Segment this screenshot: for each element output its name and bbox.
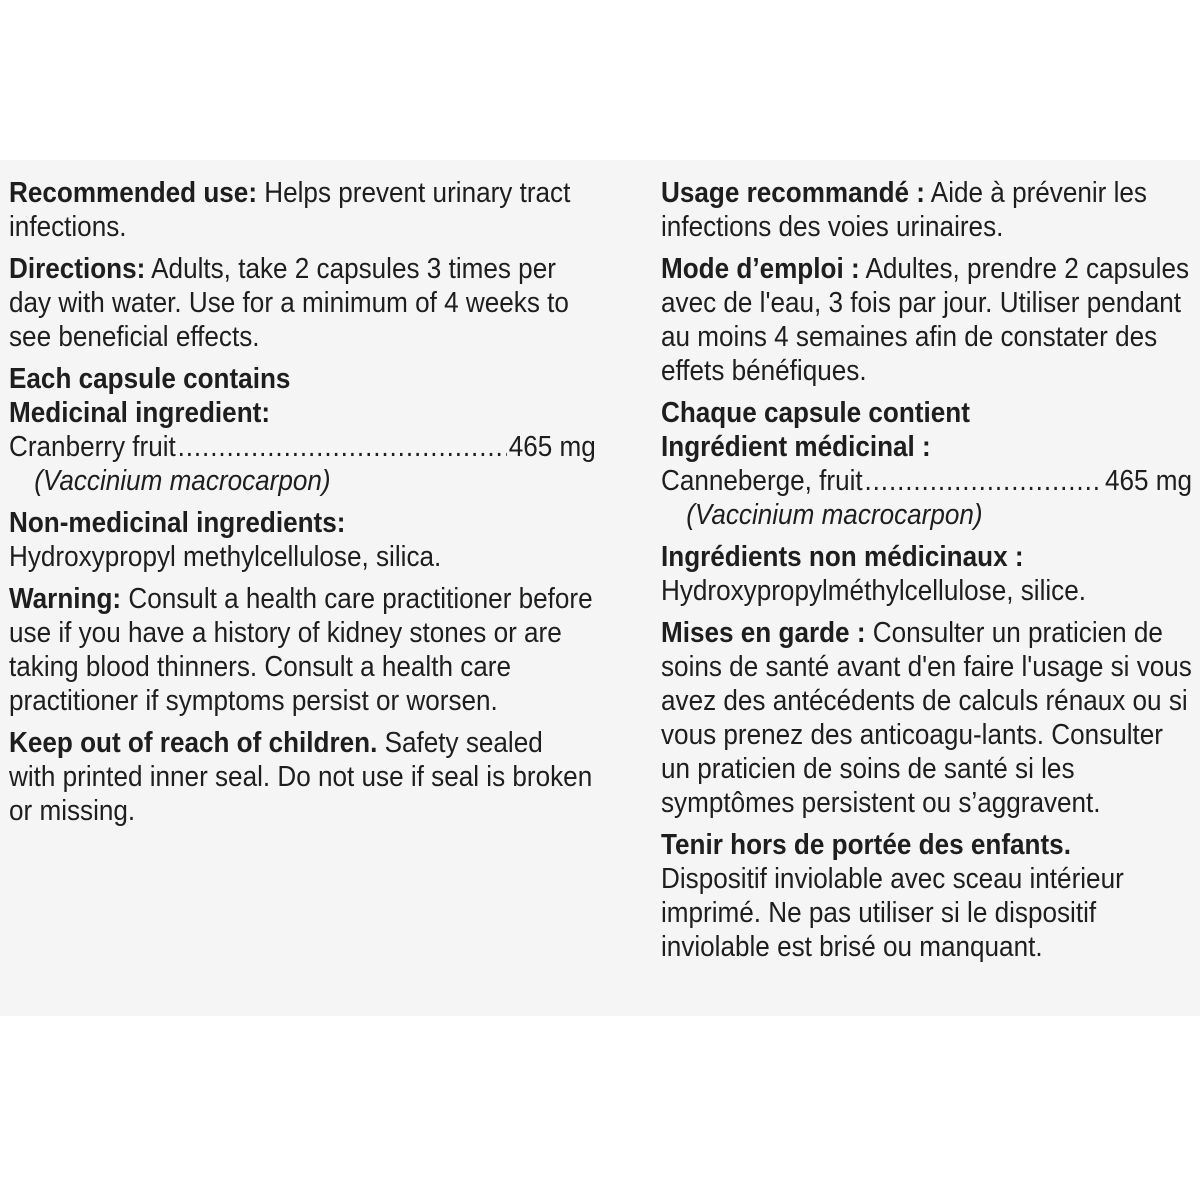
ingredient-amount-fr: 465 mg [1104, 465, 1192, 497]
tenir-hors-label: Tenir hors de portée des enfants. [661, 829, 1071, 861]
mode-emploi-text: Adultes, prendre 2 capsules avec de l'eau, 3 fois par jour. Utiliser pendant au moins 4 semaines afin de constater des effets bénéfiques. [661, 253, 1190, 387]
mode-emploi-section [661, 252, 1192, 388]
non-medicinaux-text: Hydroxypropylméthylcellulose, silice. [661, 575, 1087, 607]
non-medicinal-heading: Non-medicinal ingredients: [9, 507, 346, 539]
recommended-use-label: Recommended use: [9, 177, 258, 209]
mode-emploi-paragraph [661, 252, 1192, 388]
ingredient-medicinal-heading: Ingrédient médicinal : [661, 431, 931, 463]
keep-out-section [9, 726, 596, 828]
french-column [661, 176, 1192, 972]
mode-emploi-label: Mode d’emploi : [661, 253, 860, 285]
recommended-use-text: Helps prevent urinary tract infections. [9, 177, 571, 243]
latin-name-fr: (Vaccinium macrocarpon) [686, 499, 983, 531]
latin-name: (Vaccinium macrocarpon) [34, 465, 331, 497]
dot-leader [178, 430, 507, 464]
directions-label: Directions: [9, 253, 146, 285]
usage-recommande-label: Usage recommandé : [661, 177, 925, 209]
dot-leader-fr [864, 464, 1103, 498]
chaque-capsule-heading: Chaque capsule contient [661, 397, 970, 429]
recommended-use-section [9, 176, 596, 244]
mises-en-garde-paragraph [661, 616, 1192, 820]
mises-en-garde-label: Mises en garde : [661, 617, 866, 649]
non-medicinaux-heading: Ingrédients non médicinaux : [661, 541, 1024, 573]
keep-out-text: Safety sealed with printed inner seal. Do not use if seal is broken or missing. [9, 727, 593, 827]
non-medicinaux-section [661, 540, 1192, 608]
directions-section [9, 252, 596, 354]
ingredients-section [9, 362, 596, 498]
mises-en-garde-section [661, 616, 1192, 820]
label-panel [0, 160, 1200, 1016]
each-capsule-heading: Each capsule contains [9, 363, 291, 395]
medicinal-ingredient-row [9, 430, 596, 464]
ingredients-fr-section [661, 396, 1192, 532]
warning-text: Consult a health care practitioner before use if you have a history of kidney stones or are taking blood thinners. Consult a health care practitioner if symptoms persist or worsen. [9, 583, 593, 717]
english-column [9, 176, 596, 836]
directions-paragraph [9, 252, 596, 354]
directions-text: Adults, take 2 capsules 3 times per day with water. Use for a minimum of 4 weeks to see beneficial effects. [9, 253, 569, 353]
non-medicinal-text: Hydroxypropyl methylcellulose, silica. [9, 541, 442, 573]
ingredient-amount: 465 mg [508, 431, 596, 463]
usage-recommande-section [661, 176, 1192, 244]
usage-recommande-paragraph [661, 176, 1192, 244]
keep-out-paragraph [9, 726, 596, 828]
ingredient-name: Cranberry fruit [9, 431, 176, 463]
usage-recommande-text: Aide à prévenir les infections des voies urinaires. [661, 177, 1147, 243]
warning-label: Warning: [9, 583, 122, 615]
tenir-hors-section [661, 828, 1192, 964]
warning-section [9, 582, 596, 718]
ingredient-medicinal-row [661, 464, 1192, 498]
recommended-use-paragraph [9, 176, 596, 244]
keep-out-label: Keep out of reach of children. [9, 727, 378, 759]
non-medicinal-section [9, 506, 596, 574]
tenir-hors-text: Dispositif inviolable avec sceau intérieur imprimé. Ne pas utiliser si le dispositif inviolable est brisé ou manquant. [661, 863, 1124, 963]
mises-en-garde-text: Consulter un praticien de soins de santé avant d'en faire l'usage si vous avez des antécédents de calculs rénaux ou si vous prenez des anticoagu-lants. Consulter un praticien de soins de santé si les symptômes persistent ou s’aggravent. [661, 617, 1192, 819]
warning-paragraph [9, 582, 596, 718]
ingredient-name-fr: Canneberge, fruit [661, 465, 863, 497]
medicinal-ingredient-heading: Medicinal ingredient: [9, 397, 271, 429]
